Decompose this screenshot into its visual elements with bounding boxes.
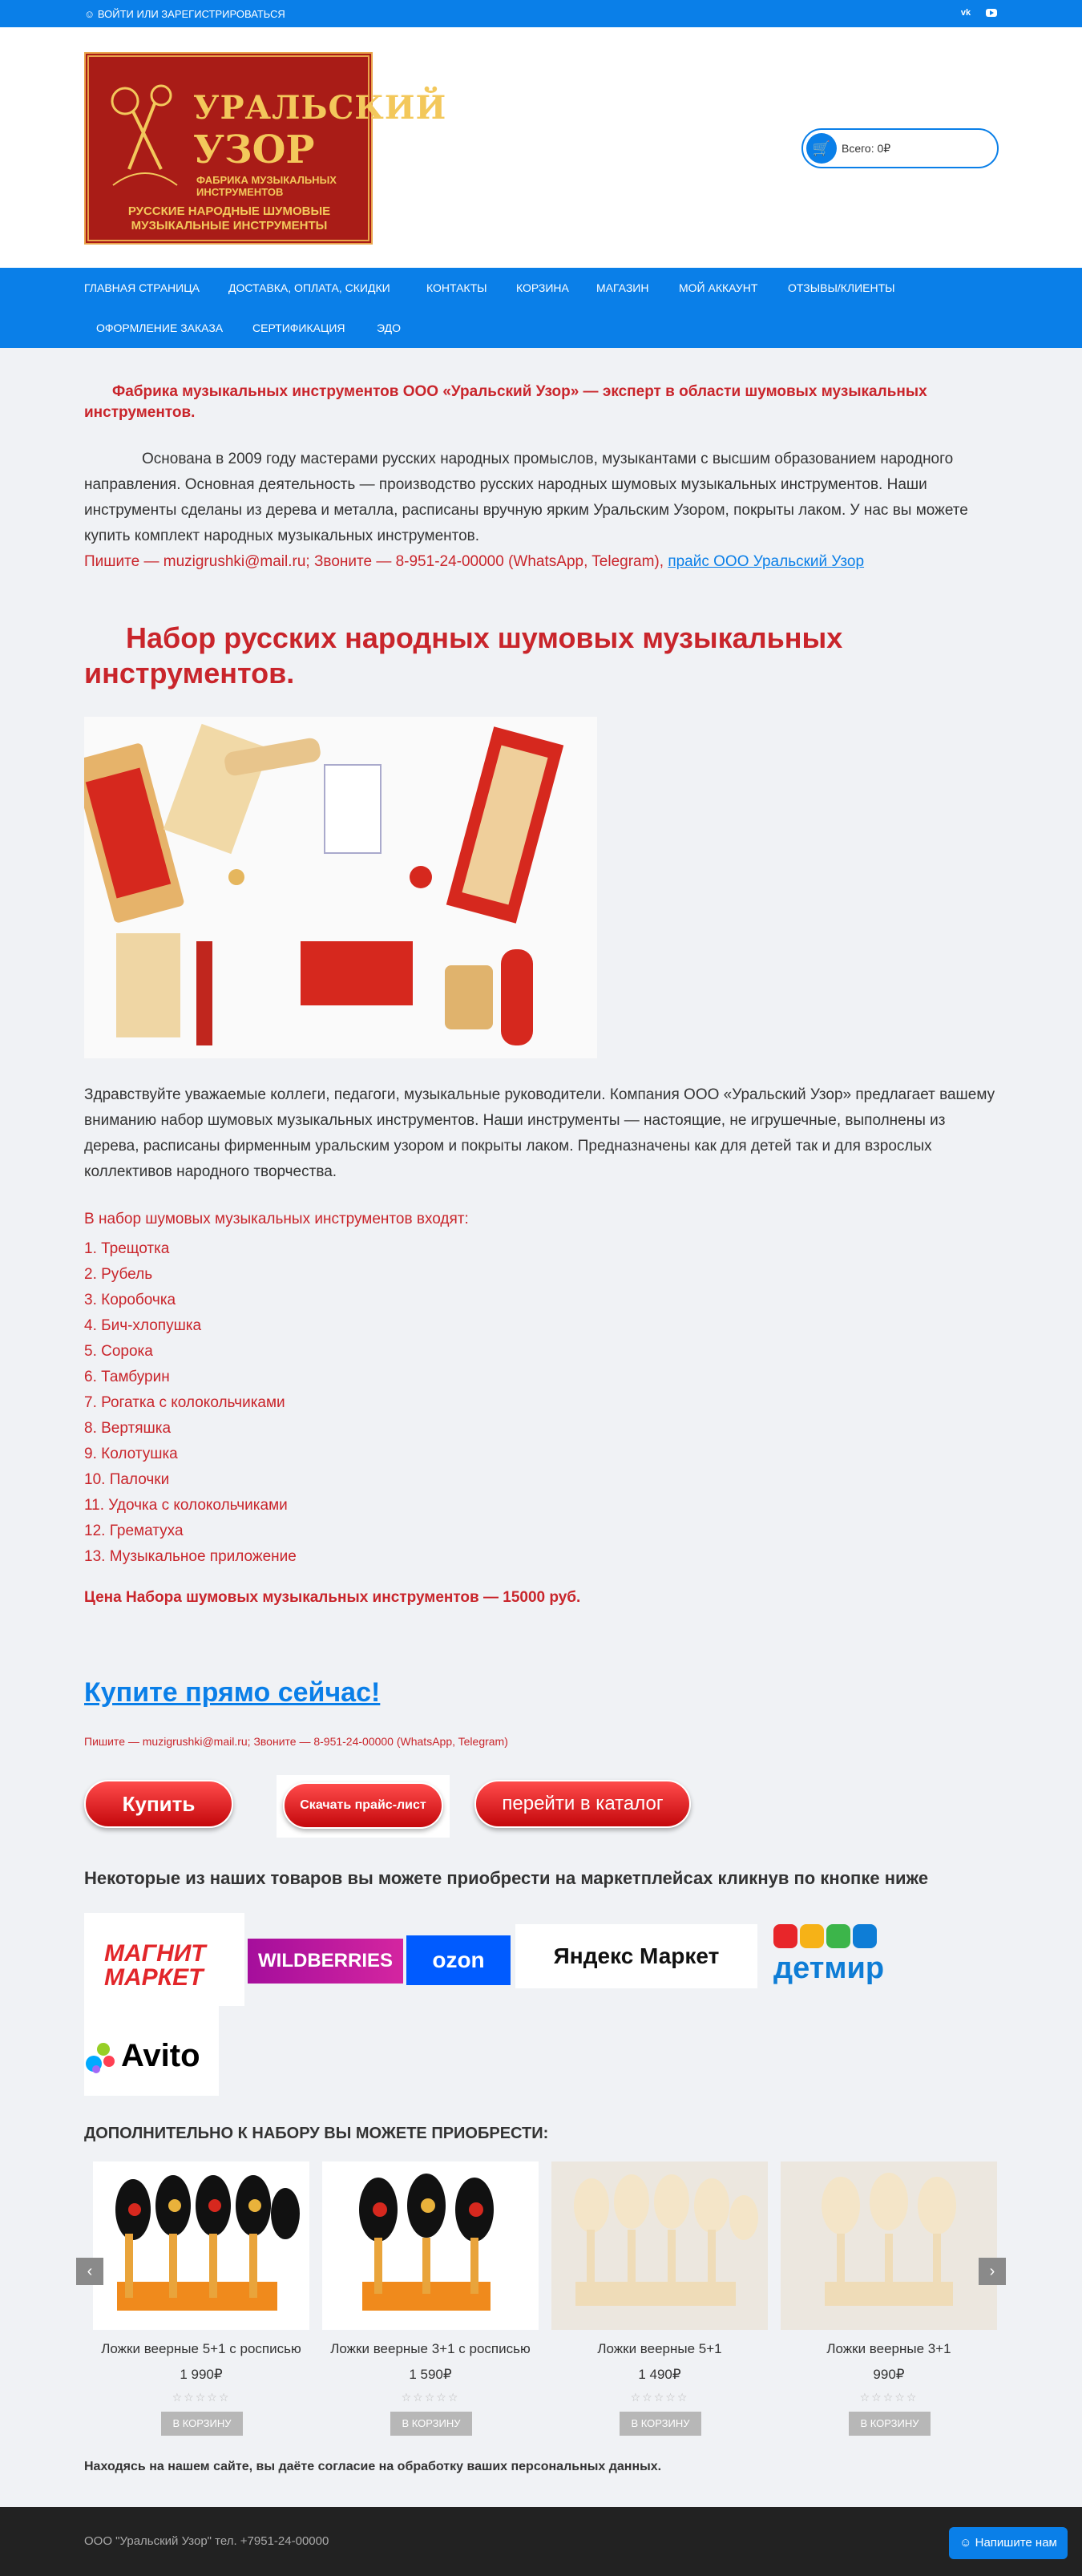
detmir-logo[interactable] (769, 1924, 895, 1988)
list-item: 4. Бич-хлопушка (84, 1317, 202, 1334)
product-card[interactable] (551, 2161, 768, 2434)
product-name[interactable]: Ложки веерные 5+1 с росписью (101, 2341, 301, 2356)
megamarket-logo[interactable] (84, 1913, 244, 2006)
product-image[interactable] (551, 2161, 768, 2330)
ornament-icon (105, 73, 185, 193)
contacts-line-small: Пишите — muzigrushki@mail.ru; Звоните — 8-951-24-00000 (WhatsApp, Telegram) (84, 1735, 508, 1748)
top-bar (0, 0, 1082, 27)
avito-dots-icon (86, 2041, 121, 2077)
product-rating: ☆☆☆☆☆ (859, 2391, 918, 2404)
logo-line-3: ФАБРИКА МУЗЫКАЛЬНЫХ ИНСТРУМЕНТОВ (196, 174, 337, 198)
extra-products-heading: ДОПОЛНИТЕЛЬНО К НАБОРУ ВЫ МОЖЕТЕ ПРИОБРЕСТИ: (84, 2125, 549, 2142)
product-name[interactable]: Ложки веерные 3+1 с росписью (330, 2341, 531, 2356)
detmir-dots-icon (773, 1924, 879, 1952)
set-price: Цена Набора шумовых музыкальных инструментов — 15000 руб. (84, 1589, 581, 1606)
list-item: 9. Колотушка (84, 1446, 178, 1462)
footer-text: ООО "Уральский Узор" тел. +7951-24-00000 (84, 2534, 329, 2548)
add-to-cart-button[interactable]: В КОРЗИНУ (620, 2412, 701, 2436)
nav-shop[interactable]: МАГАЗИН (596, 281, 649, 294)
set-heading: В набор шумовых музыкальных инструментов входят: (84, 1211, 469, 1227)
vk-icon[interactable]: vk (960, 8, 971, 18)
product-name[interactable]: Ложки веерные 3+1 (826, 2341, 951, 2356)
product-card[interactable] (781, 2161, 997, 2434)
buy-button[interactable]: Купить (84, 1780, 233, 1828)
list-item: 8. Вертяшка (84, 1420, 172, 1437)
nav-contacts[interactable]: КОНТАКТЫ (426, 281, 487, 294)
product-rating: ☆☆☆☆☆ (172, 2391, 231, 2404)
download-price-button[interactable]: Скачать прайс-лист (283, 1782, 443, 1829)
product-card[interactable] (93, 2161, 309, 2434)
youtube-icon[interactable] (984, 6, 999, 19)
list-item: 10. Палочки (84, 1471, 170, 1488)
instruments-image (84, 717, 597, 1058)
nav-delivery[interactable]: ДОСТАВКА, ОПЛАТА, СКИДКИ (228, 281, 390, 294)
logo-line-1: УРАЛЬСКИЙ (193, 89, 447, 127)
page-title: Набор русских народных шумовых музыкальных инструментов. (84, 621, 843, 689)
avito-logo[interactable] (84, 2006, 219, 2096)
add-to-cart-button[interactable]: В КОРЗИНУ (849, 2412, 931, 2436)
product-rating: ☆☆☆☆☆ (630, 2391, 689, 2404)
logo-line-2: УЗОР (193, 127, 315, 172)
list-item: 5. Сорока (84, 1343, 153, 1360)
nav-reviews[interactable]: ОТЗЫВЫ/КЛИЕНТЫ (788, 281, 895, 294)
list-item: 7. Рогатка с колокольчиками (84, 1394, 285, 1411)
carousel-next-button[interactable]: › (979, 2258, 1006, 2285)
instruments-photo (84, 717, 597, 1058)
product-price: 1 590₽ (409, 2367, 452, 2382)
wildberries-logo[interactable]: WILDBERRIES (248, 1939, 403, 1984)
product-image[interactable] (781, 2161, 997, 2330)
nav-cart[interactable]: КОРЗИНА (516, 281, 569, 294)
add-to-cart-button[interactable]: В КОРЗИНУ (161, 2412, 243, 2436)
main-nav (0, 268, 1082, 348)
consent-notice: Находясь на нашем сайте, вы даёте согласие на обработку ваших персональных данных. (84, 2460, 662, 2473)
logo-line-4: РУССКИЕ НАРОДНЫЕ ШУМОВЫЕ МУЗЫКАЛЬНЫЕ ИНСТРУМЕНТЫ (127, 204, 331, 233)
site-logo[interactable] (84, 52, 447, 245)
cart-icon: 🛒 (806, 133, 837, 164)
list-item: 13. Музыкальное приложение (84, 1548, 297, 1565)
set-list (84, 1236, 297, 1570)
product-card[interactable] (322, 2161, 539, 2434)
ozon-logo[interactable]: ozon (406, 1935, 511, 1985)
price-list-button-wrap (277, 1775, 450, 1838)
list-item: 12. Грематуха (84, 1523, 184, 1539)
product-image[interactable] (93, 2161, 309, 2330)
product-image[interactable] (322, 2161, 539, 2330)
site-footer (0, 2507, 1082, 2576)
product-price: 990₽ (873, 2367, 905, 2382)
product-price: 1 990₽ (180, 2367, 223, 2382)
detmir-label: детмир (773, 1951, 885, 1985)
list-item: 2. Рубель (84, 1266, 153, 1283)
price-link[interactable]: прайс ООО Уральский Узор (668, 553, 865, 570)
list-item: 11. Удочка с колокольчиками (84, 1497, 288, 1514)
product-rating: ☆☆☆☆☆ (401, 2391, 460, 2404)
nav-account[interactable]: МОЙ АККАУНТ (679, 281, 758, 294)
nav-edo[interactable]: ЭДО (377, 321, 401, 334)
chat-button[interactable]: ☺ Напишите нам (949, 2527, 1068, 2559)
contacts-line (84, 549, 998, 575)
add-to-cart-button[interactable]: В КОРЗИНУ (390, 2412, 472, 2436)
marketplaces-heading: Некоторые из наших товаров вы можете приобрести на маркетплейсах кликнув по кнопке ниже (84, 1868, 929, 1888)
contacts-text: Пишите — muzigrushki@mail.ru; Звоните — 8-951-24-00000 (WhatsApp, Telegram), (84, 553, 664, 570)
buy-now-link[interactable]: Купите прямо сейчас! (84, 1677, 381, 1708)
megamarket-label: МАГНИТ МАРКЕТ (104, 1940, 206, 1991)
nav-checkout[interactable]: ОФОРМЛЕНИЕ ЗАКАЗА (96, 321, 224, 334)
product-price: 1 490₽ (638, 2367, 681, 2382)
list-item: 1. Трещотка (84, 1240, 170, 1257)
about-text: Основана в 2009 году мастерами русских народных промыслов, музыкантами с высшим образованием народного направления. Основная деятельность — производство русских народных шумовых музыкальных инструментов. Наши инструменты сделаны из дерева и металла, расписаны вручную ярким Уральским Узором, покрыты лаком. У нас вы можете купить комплект народных музыкальных инструментов. (84, 451, 968, 544)
login-register-link[interactable]: ☺ ВОЙТИ ИЛИ ЗАРЕГИСТРИРОВАТЬСЯ (84, 8, 285, 20)
cart-total: Всего: 0₽ (842, 142, 891, 155)
product-carousel (76, 2161, 1006, 2434)
nav-home[interactable]: ГЛАВНАЯ СТРАНИЦА (84, 281, 200, 294)
carousel-prev-button[interactable]: ‹ (76, 2258, 103, 2285)
site-header (0, 27, 1082, 268)
cart-widget[interactable] (801, 128, 999, 168)
catalog-button[interactable]: перейти в каталог (474, 1780, 691, 1828)
product-name[interactable]: Ложки веерные 5+1 (597, 2341, 722, 2356)
avito-label: Avito (121, 2038, 200, 2073)
greeting-text: Здравствуйте уважаемые коллеги, педагоги, музыкальные руководители. Компания ООО «Уральский Узор» предлагает вашему вниманию набор шумовых музыкальных инструментов. Наши инструменты — настоящие, не игрушечные, выполнены из дерева, расписаны фирменным уральским узором и покрыты лаком. Предназначены как для детей так и для взрослых коллективов народного творчества. (84, 1086, 995, 1180)
list-item: 3. Коробочка (84, 1292, 176, 1308)
intro-title: Фабрика музыкальных инструментов ООО «Уральский Узор» — эксперт в области шумовых музыкальных инструментов. (84, 383, 927, 421)
list-item: 6. Тамбурин (84, 1369, 170, 1385)
nav-certification[interactable]: СЕРТИФИКАЦИЯ (252, 321, 345, 334)
yandex-market-logo[interactable]: Яндекс Маркет (515, 1924, 757, 1988)
